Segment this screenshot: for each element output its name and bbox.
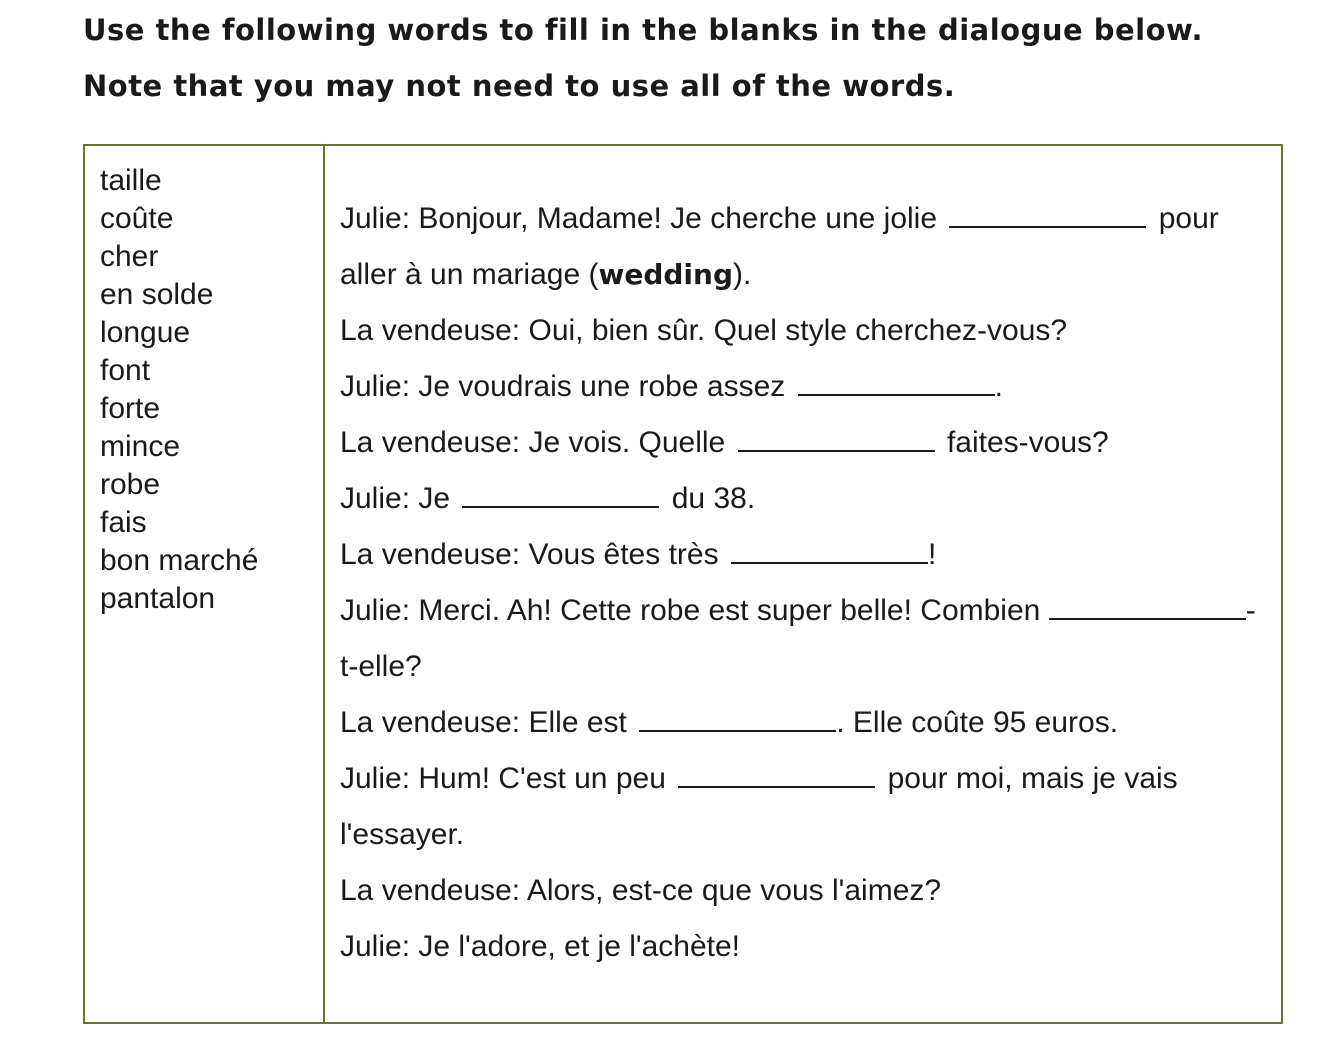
word-bank-item: forte	[100, 392, 161, 425]
dialogue-text: faites-vous?	[946, 426, 1109, 459]
dialogue-line	[340, 303, 1261, 359]
dialogue-text: Julie: Je l'adore, et je l'achète!	[340, 930, 741, 963]
word-bank-item: en solde	[100, 278, 214, 311]
dialogue-text: La vendeuse: Oui, bien sûr. Quel style cherchez-vous?	[340, 314, 1068, 347]
dialogue-line	[340, 863, 1261, 919]
dialogue-text: ).	[733, 258, 752, 291]
dialogue-line	[340, 471, 1261, 527]
dialogue-line	[340, 751, 1261, 863]
word-bank-item: mince	[100, 430, 181, 463]
answer-blank[interactable]	[731, 538, 928, 564]
answer-blank[interactable]	[678, 762, 875, 788]
dialogue-text: !	[927, 538, 937, 571]
word-bank-item: taille	[100, 164, 162, 197]
answer-blank[interactable]	[738, 426, 935, 452]
dialogue-line	[340, 919, 1261, 975]
word-bank-item: cher	[100, 240, 159, 273]
dialogue-text: Julie: Hum! C'est un peu	[340, 762, 666, 795]
dialogue-text: .	[994, 370, 1003, 403]
word-bank-item: robe	[100, 468, 161, 501]
exercise-table	[83, 144, 1283, 1024]
dialogue-text: Julie: Bonjour, Madame! Je cherche une jolie	[340, 202, 938, 235]
dialogue-text: La vendeuse: Alors, est-ce que vous l'aimez?	[340, 874, 942, 907]
dialogue-text: . Elle coûte 95 euros.	[836, 706, 1119, 739]
dialogue-text: La vendeuse: Elle est	[340, 706, 627, 739]
vocab-gloss: wedding	[598, 258, 733, 291]
word-bank-item: longue	[100, 316, 191, 349]
dialogue-text: pour aller à un mariage (	[340, 202, 1219, 291]
word-bank-item: font	[100, 354, 151, 387]
dialogue-line	[340, 415, 1261, 471]
dialogue-line	[340, 695, 1261, 751]
answer-blank[interactable]	[462, 482, 659, 508]
dialogue-text: La vendeuse: Vous êtes très	[340, 538, 719, 571]
answer-blank[interactable]	[798, 370, 995, 396]
word-list	[100, 162, 323, 618]
word-bank-item: fais	[100, 506, 147, 539]
dialogue-text: Julie: Merci. Ah! Cette robe est super belle! Combien	[340, 594, 1041, 627]
dialogue	[325, 146, 1281, 1022]
dialogue-text: -t-elle?	[340, 594, 1256, 683]
dialogue-line	[340, 191, 1261, 303]
dialogue-text: Julie: Je voudrais une robe assez	[340, 370, 786, 403]
answer-blank[interactable]	[639, 706, 836, 732]
word-bank-item: pantalon	[100, 582, 216, 615]
word-bank-item: coûte	[100, 202, 174, 235]
word-bank-item: bon marché	[100, 544, 259, 577]
dialogue-text: pour moi, mais je vais l'essayer.	[340, 762, 1178, 851]
answer-blank[interactable]	[1049, 594, 1246, 620]
word-bank	[85, 146, 325, 1022]
dialogue-line	[340, 583, 1261, 695]
dialogue-text: La vendeuse: Je vois. Quelle	[340, 426, 726, 459]
dialogue-line	[340, 527, 1261, 583]
instructions-heading: Use the following words to fill in the blanks in the dialogue below. Note that you may not need to use all of the words.	[83, 13, 1203, 103]
answer-blank[interactable]	[949, 202, 1146, 228]
dialogue-text: du 38.	[671, 482, 756, 515]
dialogue-text: Julie: Je	[340, 482, 451, 515]
dialogue-line	[340, 359, 1261, 415]
